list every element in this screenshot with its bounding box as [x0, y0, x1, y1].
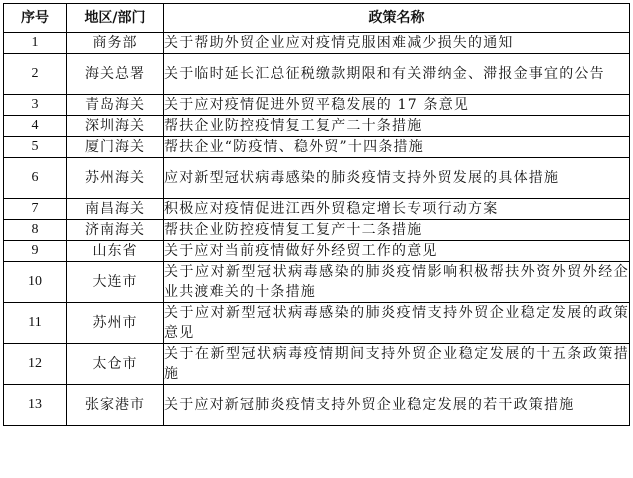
row-region: 海关总署 — [67, 54, 164, 95]
row-policy: 关于应对新冠肺炎疫情支持外贸企业稳定发展的若干政策措施 — [164, 385, 630, 426]
row-policy: 关于应对疫情促进外贸平稳发展的 17 条意见 — [164, 95, 630, 116]
header-region-department: 地区/部门 — [67, 4, 164, 33]
row-policy: 关于帮助外贸企业应对疫情克服困难减少损失的通知 — [164, 33, 630, 54]
row-region: 南昌海关 — [67, 199, 164, 220]
table-row — [4, 385, 630, 426]
table-row — [4, 303, 630, 344]
row-region: 济南海关 — [67, 220, 164, 241]
row-region: 苏州海关 — [67, 158, 164, 199]
row-policy: 帮扶企业防控疫情复工复产十二条措施 — [164, 220, 630, 241]
table-header — [4, 4, 630, 33]
row-number: 1 — [4, 33, 67, 54]
table-row — [4, 199, 630, 220]
row-region: 青岛海关 — [67, 95, 164, 116]
row-region: 厦门海关 — [67, 137, 164, 158]
row-number: 5 — [4, 137, 67, 158]
row-policy: 关于应对新型冠状病毒感染的肺炎疫情支持外贸企业稳定发展的政策意见 — [164, 303, 630, 344]
row-number: 10 — [4, 262, 67, 303]
row-region: 大连市 — [67, 262, 164, 303]
row-policy: 应对新型冠状病毒感染的肺炎疫情支持外贸发展的具体措施 — [164, 158, 630, 199]
policy-table — [3, 3, 630, 426]
row-policy: 关于在新型冠状病毒疫情期间支持外贸企业稳定发展的十五条政策措施 — [164, 344, 630, 385]
row-number: 2 — [4, 54, 67, 95]
row-number: 4 — [4, 116, 67, 137]
row-region: 苏州市 — [67, 303, 164, 344]
row-region: 山东省 — [67, 241, 164, 262]
header-row — [4, 4, 630, 33]
table-row — [4, 116, 630, 137]
table-row — [4, 220, 630, 241]
row-policy: 关于应对当前疫情做好外经贸工作的意见 — [164, 241, 630, 262]
table-row — [4, 95, 630, 116]
table-row — [4, 158, 630, 199]
row-number: 13 — [4, 385, 67, 426]
table-row — [4, 262, 630, 303]
table-row — [4, 241, 630, 262]
table-row — [4, 137, 630, 158]
row-policy: 关于应对新型冠状病毒感染的肺炎疫情影响积极帮扶外资外贸外经企业共渡难关的十条措施 — [164, 262, 630, 303]
table-row — [4, 54, 630, 95]
row-region: 张家港市 — [67, 385, 164, 426]
row-number: 6 — [4, 158, 67, 199]
row-policy: 帮扶企业“防疫情、稳外贸”十四条措施 — [164, 137, 630, 158]
table-row — [4, 33, 630, 54]
row-policy: 积极应对疫情促进江西外贸稳定增长专项行动方案 — [164, 199, 630, 220]
row-number: 11 — [4, 303, 67, 344]
table-row — [4, 344, 630, 385]
row-number: 8 — [4, 220, 67, 241]
row-region: 太仓市 — [67, 344, 164, 385]
table-body — [4, 33, 630, 426]
row-policy: 关于临时延长汇总征税缴款期限和有关滞纳金、滞报金事宜的公告 — [164, 54, 630, 95]
row-number: 7 — [4, 199, 67, 220]
header-serial-number: 序号 — [4, 4, 67, 33]
row-number: 9 — [4, 241, 67, 262]
row-number: 3 — [4, 95, 67, 116]
row-region: 商务部 — [67, 33, 164, 54]
row-number: 12 — [4, 344, 67, 385]
row-policy: 帮扶企业防控疫情复工复产二十条措施 — [164, 116, 630, 137]
row-region: 深圳海关 — [67, 116, 164, 137]
header-policy-name: 政策名称 — [164, 4, 630, 33]
